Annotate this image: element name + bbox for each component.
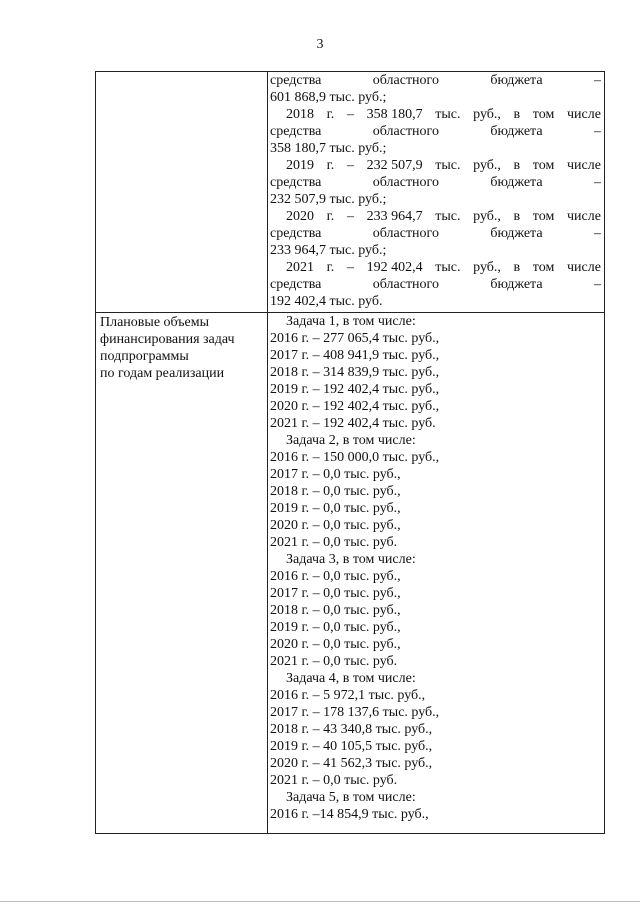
word: средства: [270, 277, 322, 292]
word: средства: [270, 175, 322, 190]
page-number: 3: [316, 37, 324, 52]
planned-funding-text: [268, 313, 604, 823]
text-line: 192 402,4 тыс. руб.: [270, 294, 383, 309]
word: г.: [326, 107, 335, 122]
text-line: 2017 г. – 0,0 тыс. руб.,: [270, 586, 401, 601]
text-line: 232 507,9 тыс. руб.;: [270, 192, 387, 207]
task-heading: Задача 2, в том числе:: [286, 433, 416, 448]
word: том: [532, 209, 555, 224]
text-line: 2019 г. – 0,0 тыс. руб.,: [270, 620, 401, 635]
word: в: [513, 209, 521, 224]
word: в: [513, 107, 521, 122]
word: числе: [566, 260, 601, 275]
text-line: 2016 г. – 277 065,4 тыс. руб.,: [270, 331, 440, 346]
word: тыс.: [435, 107, 461, 122]
empty-label-cell: [96, 72, 268, 313]
word: 358 180,7: [366, 107, 423, 122]
funding-volume-cell: [268, 72, 605, 313]
word: том: [532, 107, 555, 122]
text-line: 2018 г. – 0,0 тыс. руб.,: [270, 484, 401, 499]
text-line: 2020 г. – 192 402,4 тыс. руб.,: [270, 399, 440, 414]
text-line: [270, 123, 601, 140]
text-line: 2021 г. – 192 402,4 тыс. руб.: [270, 416, 436, 431]
word: руб.,: [473, 107, 501, 122]
text-line: 2019 г. – 40 105,5 тыс. руб.,: [270, 739, 433, 754]
word: том: [532, 158, 555, 173]
passport-table: [95, 71, 605, 834]
text-line: 2016 г. –14 854,9 тыс. руб.,: [270, 807, 429, 822]
word: 2021: [286, 260, 314, 275]
funding-volume-row: [96, 72, 605, 313]
text-line: 2018 г. – 314 839,9 тыс. руб.,: [270, 365, 440, 380]
word: –: [593, 73, 601, 88]
text-line: 2020 г. – 0,0 тыс. руб.,: [270, 518, 401, 533]
text-line: 2020 г. – 0,0 тыс. руб.,: [270, 637, 401, 652]
text-line: [270, 276, 601, 293]
text-line: 2021 г. – 0,0 тыс. руб.: [270, 773, 398, 788]
task-heading: Задача 5, в том числе:: [286, 790, 416, 805]
text-line: 2019 г. – 0,0 тыс. руб.,: [270, 501, 401, 516]
word: тыс.: [435, 209, 461, 224]
word: –: [593, 124, 601, 139]
word: 232 507,9: [366, 158, 423, 173]
text-line: [270, 208, 601, 225]
word: числе: [566, 158, 601, 173]
text-line: [270, 174, 601, 191]
word: областного: [372, 226, 439, 241]
word: 233 964,7: [366, 209, 423, 224]
word: 2018: [286, 107, 314, 122]
word: бюджета: [490, 277, 543, 292]
text-line: [270, 225, 601, 242]
word: руб.,: [473, 209, 501, 224]
text-line: 2016 г. – 150 000,0 тыс. руб.,: [270, 450, 440, 465]
word: в: [513, 158, 521, 173]
text-line: 2018 г. – 43 340,8 тыс. руб.,: [270, 722, 433, 737]
word: –: [593, 277, 601, 292]
word: г.: [326, 209, 335, 224]
word: областного: [372, 124, 439, 139]
word: областного: [372, 277, 439, 292]
text-line: 2019 г. – 192 402,4 тыс. руб.,: [270, 382, 440, 397]
word: руб.,: [473, 158, 501, 173]
funding-volume-text: [268, 72, 604, 310]
text-line: 2021 г. – 0,0 тыс. руб.: [270, 535, 398, 550]
word: тыс.: [435, 158, 461, 173]
text-line: 358 180,7 тыс. руб.;: [270, 141, 387, 156]
word: 2019: [286, 158, 314, 173]
word: –: [346, 209, 354, 224]
text-line: 2020 г. – 41 562,3 тыс. руб.,: [270, 756, 433, 771]
word: 2020: [286, 209, 314, 224]
word: числе: [566, 107, 601, 122]
word: бюджета: [490, 175, 543, 190]
planned-funding-cell: [268, 313, 605, 834]
word: –: [346, 158, 354, 173]
word: средства: [270, 226, 322, 241]
word: бюджета: [490, 124, 543, 139]
planned-funding-label: [96, 313, 267, 382]
task-heading: Задача 1, в том числе:: [286, 314, 416, 329]
text-line: 2016 г. – 5 972,1 тыс. руб.,: [270, 688, 426, 703]
task-heading: Задача 4, в том числе:: [286, 671, 416, 686]
text-line: 601 868,9 тыс. руб.;: [270, 90, 387, 105]
text-line: 2017 г. – 408 941,9 тыс. руб.,: [270, 348, 440, 363]
planned-funding-label-cell: [96, 313, 268, 834]
word: областного: [372, 175, 439, 190]
text-line: [270, 72, 601, 89]
text-line: 2017 г. – 0,0 тыс. руб.,: [270, 467, 401, 482]
task-heading: Задача 3, в том числе:: [286, 552, 416, 567]
label-line: финансирования задач: [100, 332, 235, 347]
word: средства: [270, 124, 322, 139]
text-line: 2018 г. – 0,0 тыс. руб.,: [270, 603, 401, 618]
word: числе: [566, 209, 601, 224]
text-line: 2016 г. – 0,0 тыс. руб.,: [270, 569, 401, 584]
word: областного: [372, 73, 439, 88]
word: в: [513, 260, 521, 275]
word: –: [346, 260, 354, 275]
word: средства: [270, 73, 322, 88]
word: том: [532, 260, 555, 275]
word: 192 402,4: [366, 260, 423, 275]
word: руб.,: [473, 260, 501, 275]
label-line: подпрограммы: [100, 349, 189, 364]
label-line: Плановые объемы: [100, 315, 210, 330]
word: –: [593, 226, 601, 241]
text-line: [270, 106, 601, 123]
scan-edge-line: [0, 901, 640, 902]
planned-funding-row: [96, 313, 605, 834]
label-line: по годам реализации: [100, 366, 225, 381]
word: бюджета: [490, 226, 543, 241]
word: бюджета: [490, 73, 543, 88]
text-line: 2017 г. – 178 137,6 тыс. руб.,: [270, 705, 440, 720]
text-line: 2021 г. – 0,0 тыс. руб.: [270, 654, 398, 669]
word: г.: [326, 158, 335, 173]
word: –: [346, 107, 354, 122]
text-line: [270, 259, 601, 276]
word: –: [593, 175, 601, 190]
text-line: [270, 157, 601, 174]
word: г.: [326, 260, 335, 275]
text-line: 233 964,7 тыс. руб.;: [270, 243, 387, 258]
word: тыс.: [435, 260, 461, 275]
